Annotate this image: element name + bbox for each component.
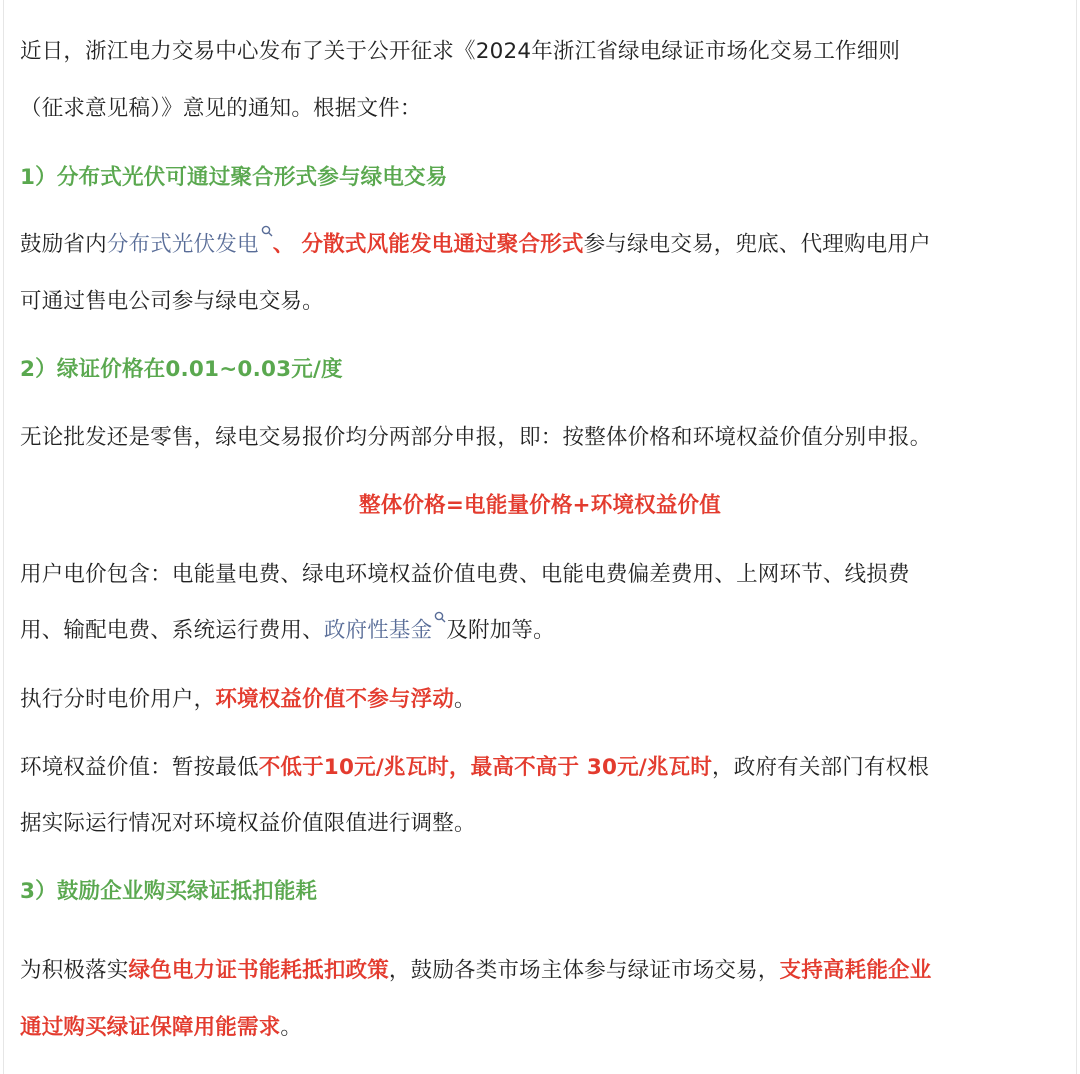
search-icon[interactable] xyxy=(261,229,273,243)
section-2-paragraph-4-line-1 xyxy=(20,752,1060,784)
emphasis-text: 绿色电力证书能耗抵扣政策 xyxy=(128,958,389,983)
section-3-heading: 3）鼓励企业购买绿证抵扣能耗 xyxy=(20,879,318,904)
section-2-paragraph-2-line-2 xyxy=(20,615,1060,647)
section-2-paragraph-2-line-1: 用户电价包含：电能量电费、绿电环境权益价值电费、电能电费偏差费用、上网环节、线损费 xyxy=(20,562,910,587)
section-2-paragraph-1: 无论批发还是零售，绿电交易报价均分两部分申报，即：按整体价格和环境权益价值分别申报。 xyxy=(20,425,932,450)
text-run: 为积极落实 xyxy=(20,958,129,983)
price-formula: 整体价格=电能量价格+环境权益价值 xyxy=(359,493,721,518)
text-run: 。 xyxy=(454,687,476,712)
intro-line-1: 近日，浙江电力交易中心发布了关于公开征求《2024年浙江省绿电绿证市场化交易工作细则 xyxy=(20,39,901,64)
text-run: 参与绿电交易，兜底、代理购电用户 xyxy=(583,232,931,257)
government-fund-link[interactable]: 政府性基金 xyxy=(323,618,433,643)
text-run: 鼓励省内 xyxy=(20,232,107,257)
section-2-heading: 2）绿证价格在0.01~0.03元/度 xyxy=(20,357,343,382)
text-run: 及附加等。 xyxy=(446,618,555,643)
section-1-paragraph-line-2: 可通过售电公司参与绿电交易。 xyxy=(20,289,324,314)
section-2-paragraph-4-line-2: 据实际运行情况对环境权益价值限值进行调整。 xyxy=(20,811,476,836)
section-2-paragraph-3 xyxy=(20,684,1060,716)
section-1-paragraph-line-1 xyxy=(20,229,1060,261)
separator-text: 、 xyxy=(272,232,295,257)
text-run: ，鼓励各类市场主体参与绿证市场交易， xyxy=(388,958,780,983)
emphasis-text: 支持高耗能企业 xyxy=(779,958,932,983)
emphasis-text: 不低于10元/兆瓦时，最高不高于 30元/兆瓦时 xyxy=(258,755,713,780)
intro-line-2: （征求意见稿）》意见的通知。根据文件： xyxy=(20,96,422,121)
emphasis-text: 环境权益价值不参与浮动 xyxy=(215,687,455,712)
text-run: 。 xyxy=(280,1015,303,1040)
text-run: 用、输配电费、系统运行费用、 xyxy=(20,618,324,643)
section-1-heading: 1）分布式光伏可通过聚合形式参与绿电交易 xyxy=(20,165,448,190)
distributed-pv-link[interactable]: 分布式光伏发电 xyxy=(106,232,259,257)
emphasis-text: 分散式风能发电通过聚合形式 xyxy=(301,232,584,257)
text-run: ，政府有关部门有权根 xyxy=(712,755,930,780)
emphasis-text: 通过购买绿证保障用能需求 xyxy=(20,1015,281,1040)
section-3-paragraph-line-2 xyxy=(20,1012,1060,1044)
text-run: 执行分时电价用户， xyxy=(20,687,216,712)
text-run: 环境权益价值：暂按最低 xyxy=(20,755,259,780)
search-icon[interactable] xyxy=(434,615,446,629)
section-3-paragraph-line-1 xyxy=(20,955,1060,987)
